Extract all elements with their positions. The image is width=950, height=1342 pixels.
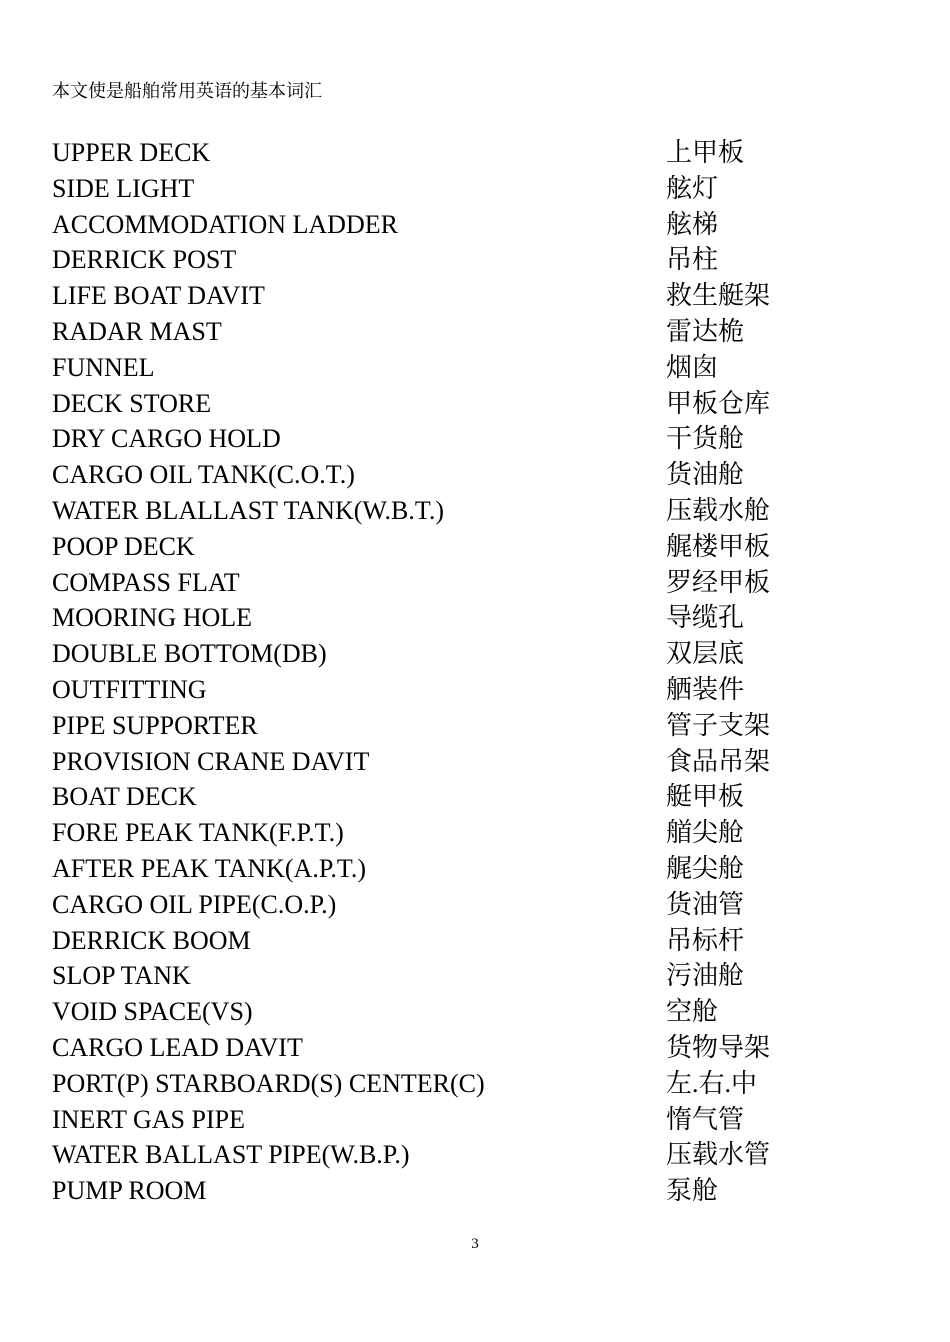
- chinese-term: 干货舱: [666, 424, 745, 454]
- chinese-term: 艇甲板: [666, 782, 745, 812]
- vocabulary-row: [52, 1102, 902, 1138]
- vocabulary-row: [52, 600, 902, 636]
- vocabulary-row: [52, 1137, 902, 1173]
- english-term: DERRICK POST: [52, 245, 237, 275]
- english-term: FUNNEL: [52, 352, 155, 382]
- english-term: CARGO LEAD DAVIT: [52, 1032, 303, 1062]
- english-term: PROVISION CRANE DAVIT: [52, 746, 370, 776]
- vocabulary-row: [52, 135, 902, 171]
- chinese-term: 货物导架: [666, 1032, 771, 1062]
- vocabulary-row: [52, 636, 902, 672]
- vocabulary-list: [52, 135, 902, 1209]
- page-number: 3: [471, 1236, 479, 1252]
- chinese-term: 上甲板: [666, 138, 745, 167]
- english-term: INERT GAS PIPE: [52, 1104, 245, 1134]
- vocabulary-row: [52, 171, 902, 207]
- english-term: DOUBLE BOTTOM(DB): [52, 639, 327, 669]
- english-term: COMPASS FLAT: [52, 567, 240, 597]
- vocabulary-row: [52, 457, 902, 493]
- vocabulary-row: [52, 493, 902, 529]
- vocabulary-row: [52, 1030, 902, 1066]
- chinese-term: 导缆孔: [666, 603, 745, 633]
- vocabulary-row: [52, 421, 902, 457]
- vocabulary-row: [52, 314, 902, 350]
- chinese-term: 艉楼甲板: [666, 531, 771, 561]
- english-term: WATER BLALLAST TANK(W.B.T.): [52, 495, 444, 525]
- english-term: FORE PEAK TANK(F.P.T.): [52, 818, 344, 848]
- chinese-term: 艏尖舱: [666, 818, 745, 848]
- chinese-term: 烟囱: [666, 352, 719, 382]
- vocabulary-row: [52, 815, 902, 851]
- chinese-term: 食品吊架: [666, 746, 771, 776]
- vocabulary-row: [52, 242, 902, 278]
- chinese-term: 双层底: [666, 639, 745, 669]
- chinese-term: 管子支架: [666, 710, 771, 740]
- english-term: MOORING HOLE: [52, 603, 253, 633]
- chinese-term: 罗经甲板: [666, 567, 771, 597]
- vocabulary-row: [52, 887, 902, 923]
- chinese-term: 惰气管: [666, 1104, 745, 1134]
- english-term: WATER BALLAST PIPE(W.B.P.): [52, 1140, 410, 1170]
- english-term: POOP DECK: [52, 531, 195, 561]
- chinese-term: 甲板仓库: [666, 388, 771, 418]
- vocabulary-row: [52, 958, 902, 994]
- english-term: PIPE SUPPORTER: [52, 710, 258, 740]
- chinese-term: 吊标杆: [666, 925, 745, 955]
- english-term: PUMP ROOM: [52, 1176, 207, 1206]
- english-term: ACCOMMODATION LADDER: [52, 209, 398, 239]
- chinese-term: 左.右.中: [666, 1068, 758, 1098]
- chinese-term: 救生艇架: [666, 281, 771, 311]
- vocabulary-row: [52, 672, 902, 708]
- chinese-term: 污油舱: [666, 961, 745, 991]
- chinese-term: 吊柱: [666, 245, 719, 275]
- chinese-term: 舾装件: [666, 674, 745, 704]
- vocabulary-row: [52, 708, 902, 744]
- english-term: DECK STORE: [52, 388, 212, 418]
- english-term: CARGO OIL PIPE(C.O.P.): [52, 889, 337, 919]
- vocabulary-row: [52, 1173, 902, 1209]
- english-term: PORT(P) STARBOARD(S) CENTER(C): [52, 1068, 485, 1098]
- vocabulary-row: [52, 779, 902, 815]
- chinese-term: 艉尖舱: [666, 853, 745, 883]
- english-term: DERRICK BOOM: [52, 925, 251, 955]
- chinese-term: 舷梯: [666, 209, 719, 239]
- english-term: SLOP TANK: [52, 961, 191, 991]
- chinese-term: 泵舱: [666, 1176, 719, 1206]
- vocabulary-row: [52, 386, 902, 422]
- document-header: 本文使是船舶常用英语的基本词汇: [52, 81, 322, 101]
- english-term: CARGO OIL TANK(C.O.T.): [52, 460, 355, 490]
- vocabulary-row: [52, 744, 902, 780]
- chinese-term: 货油舱: [666, 460, 745, 490]
- english-term: VOID SPACE(VS): [52, 997, 253, 1027]
- chinese-term: 空舱: [666, 997, 719, 1027]
- english-term: SIDE LIGHT: [52, 173, 195, 203]
- chinese-term: 压载水舱: [666, 495, 771, 525]
- vocabulary-row: [52, 278, 902, 314]
- vocabulary-row: [52, 529, 902, 565]
- chinese-term: 雷达桅: [666, 316, 745, 346]
- english-term: BOAT DECK: [52, 782, 197, 812]
- english-term: DRY CARGO HOLD: [52, 424, 281, 454]
- vocabulary-row: [52, 994, 902, 1030]
- vocabulary-row: [52, 923, 902, 959]
- vocabulary-row: [52, 565, 902, 601]
- chinese-term: 压载水管: [666, 1140, 771, 1170]
- english-term: OUTFITTING: [52, 674, 207, 704]
- english-term: AFTER PEAK TANK(A.P.T.): [52, 853, 367, 883]
- english-term: RADAR MAST: [52, 316, 222, 346]
- english-term: UPPER DECK: [52, 138, 211, 167]
- chinese-term: 货油管: [666, 889, 745, 919]
- vocabulary-row: [52, 350, 902, 386]
- vocabulary-row: [52, 207, 902, 243]
- vocabulary-row: [52, 851, 902, 887]
- vocabulary-row: [52, 1066, 902, 1102]
- english-term: LIFE BOAT DAVIT: [52, 281, 265, 311]
- chinese-term: 舷灯: [666, 173, 719, 203]
